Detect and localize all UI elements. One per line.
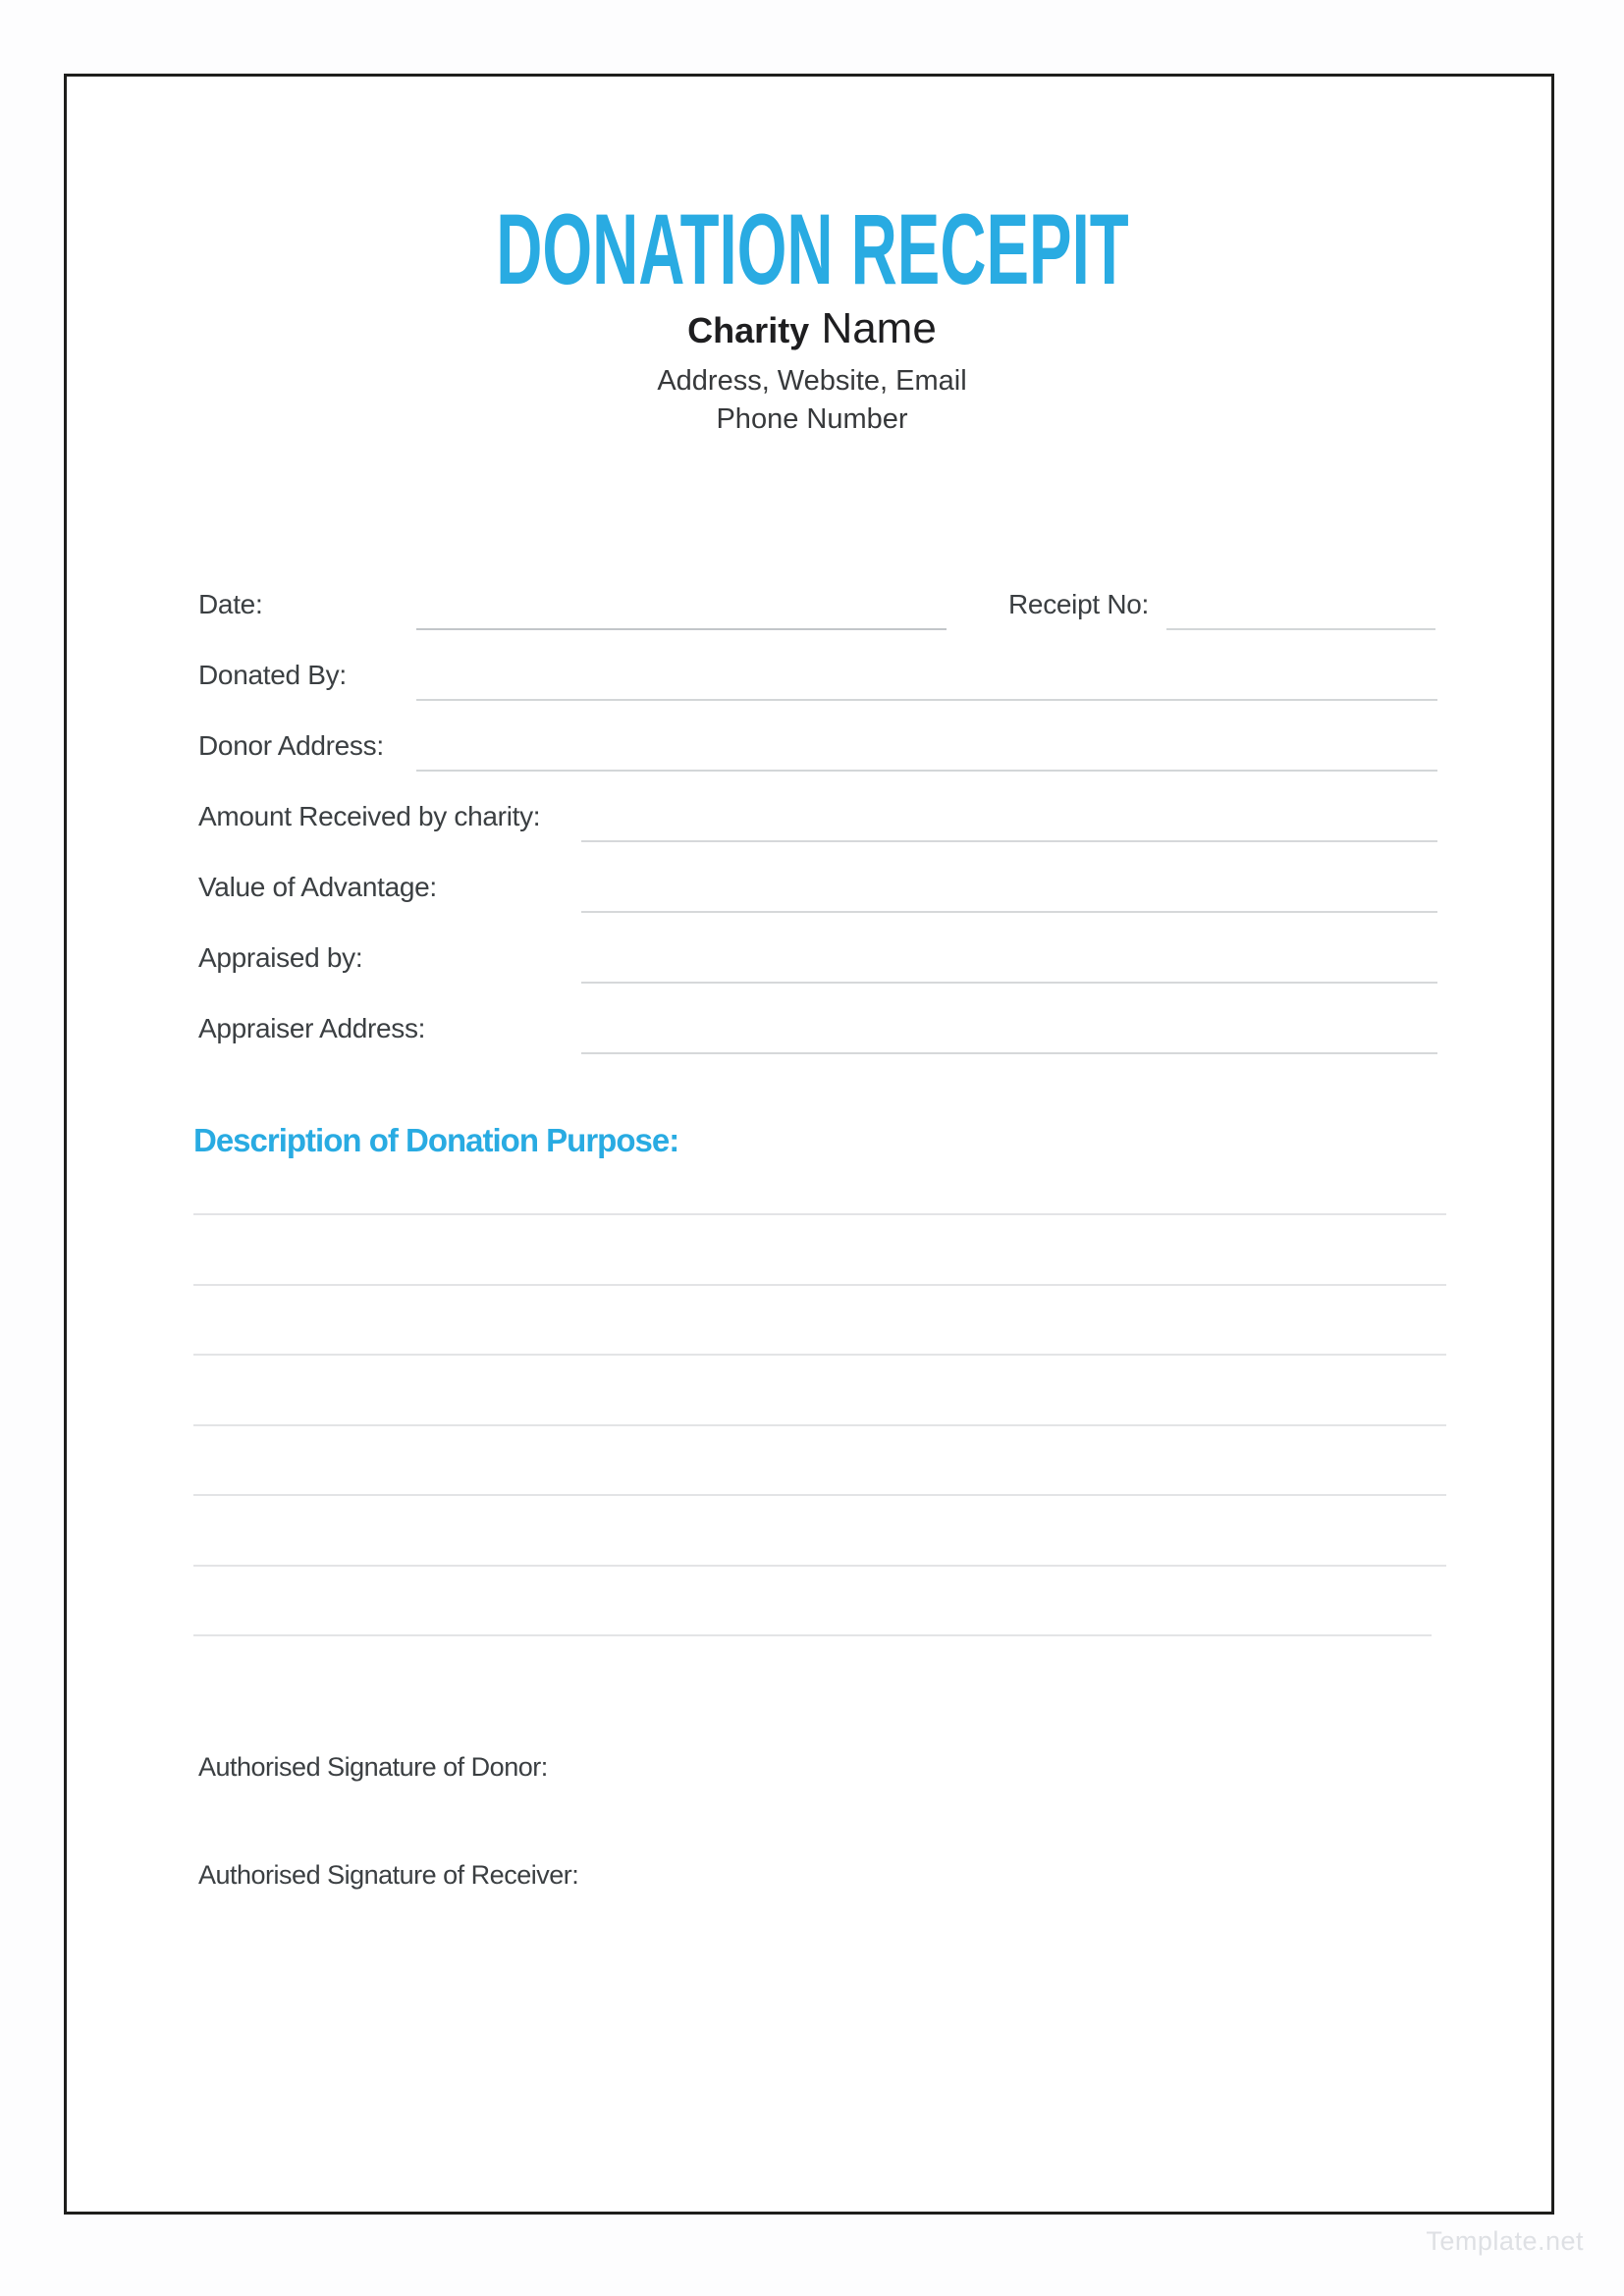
charity-address-line: Address, Website, Email [657, 365, 967, 397]
donated-by-field-line [416, 699, 1437, 701]
description-ruled-line [193, 1634, 1432, 1636]
description-ruled-line [193, 1424, 1446, 1426]
charity-name: Name [821, 304, 937, 352]
date-field-line [416, 628, 947, 630]
description-heading: Description of Donation Purpose: [193, 1122, 679, 1158]
description-ruled-line [193, 1494, 1446, 1496]
page-title-wrap [0, 194, 1624, 304]
value-of-advantage-label: Value of Advantage: [198, 872, 437, 902]
charity-name-line [0, 304, 1624, 352]
charity-phone-line: Phone Number [716, 403, 908, 435]
appraiser-address-field-line [581, 1052, 1437, 1054]
donor-address-field-line [416, 770, 1437, 772]
description-ruled-line [193, 1284, 1446, 1286]
donated-by-label: Donated By: [198, 660, 347, 690]
receipt-no-label: Receipt No: [1008, 589, 1149, 619]
appraiser-address-label: Appraiser Address: [198, 1013, 426, 1043]
date-label: Date: [198, 589, 263, 619]
value-of-advantage-field-line [581, 911, 1437, 913]
signature-of-donor-label: Authorised Signature of Donor: [198, 1752, 548, 1782]
amount-received-field-line [581, 840, 1437, 842]
signature-of-receiver-label: Authorised Signature of Receiver: [198, 1860, 579, 1890]
appraised-by-field-line [581, 982, 1437, 984]
page-title: DONATION RECEPIT [495, 193, 1129, 305]
donor-address-label: Donor Address: [198, 730, 384, 761]
charity-prefix: Charity [687, 310, 810, 350]
appraised-by-label: Appraised by: [198, 942, 363, 973]
description-ruled-line [193, 1213, 1446, 1215]
description-ruled-line [193, 1565, 1446, 1567]
amount-received-label: Amount Received by charity: [198, 801, 541, 831]
receipt-no-field-line [1166, 628, 1435, 630]
template-net-watermark: Template.net [1426, 2226, 1584, 2256]
description-ruled-line [193, 1354, 1446, 1356]
